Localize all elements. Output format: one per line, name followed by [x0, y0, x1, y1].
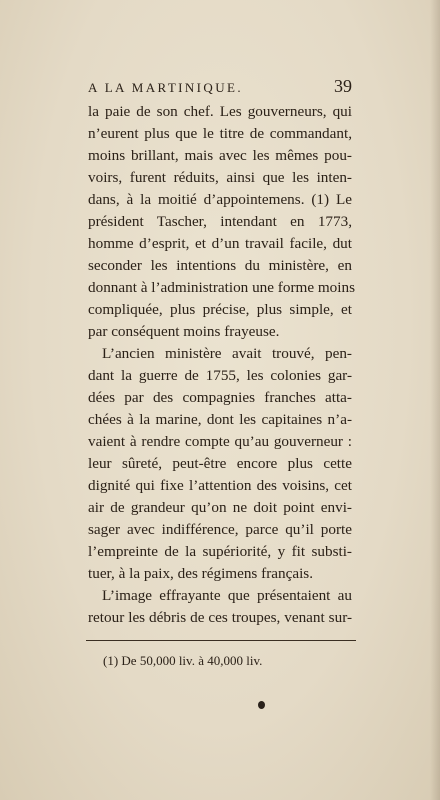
text-line: dignité qui fixe l’attention des voisins, cet: [88, 477, 352, 494]
footnote-rule: [86, 640, 356, 641]
text-line: homme d’esprit, et d’un travail facile, dut: [88, 235, 352, 252]
text-line: donnant à l’administration une forme moins: [88, 279, 355, 296]
text-line: moins brillant, mais avec les mêmes pou-: [88, 147, 352, 164]
text-line: leur sûreté, peut-être encore plus cette: [88, 455, 352, 472]
text-line: sager avec indifférence, parce qu’il porte: [88, 521, 352, 538]
text-line: compliquée, plus précise, plus simple, et: [88, 301, 352, 318]
text-line: chées à la marine, dont les capitaines n’a-: [88, 411, 352, 428]
text-line: retour les débris de ces troupes, venant sur-: [88, 609, 352, 626]
text-line: air de grandeur qu’on ne doit point envi-: [88, 499, 352, 516]
page-header: [88, 76, 352, 100]
text-line: voirs, furent réduits, ainsi que les inten-: [88, 169, 352, 186]
text-line: tuer, à la paix, des régimens français.: [88, 565, 314, 582]
text-line: n’eurent plus que le titre de commandant,: [88, 125, 352, 142]
text-line: L’ancien ministère avait trouvé, pen-: [102, 345, 352, 362]
text-line: L’image effrayante que présentaient au: [102, 587, 352, 604]
running-head: A LA MARTINIQUE.: [88, 80, 243, 95]
text-line: l’empreinte de la supériorité, y fit substi-: [88, 543, 352, 560]
text-line: dans, à la moitié d’appointemens. (1) Le: [88, 191, 352, 208]
text-line: président Tascher, intendant en 1773,: [88, 213, 352, 230]
text-line: dant la guerre de 1755, les colonies gar-: [88, 367, 352, 384]
text-line: dées par des compagnies franches atta-: [88, 389, 352, 406]
text-line: par conséquent moins frayeuse.: [88, 323, 280, 340]
text-line: la paie de son chef. Les gouverneurs, qui: [88, 103, 352, 120]
footnote: (1) De 50,000 liv. à 40,000 liv.: [103, 653, 263, 668]
page-number: 39: [334, 76, 352, 96]
text-line: seconder les intentions du ministère, en: [88, 257, 352, 274]
body-text: [88, 101, 355, 629]
text-line: vaient à rendre compte qu’au gouverneur :: [88, 433, 352, 450]
ink-spot: [258, 701, 265, 709]
page-edge-shadow: [430, 0, 440, 800]
